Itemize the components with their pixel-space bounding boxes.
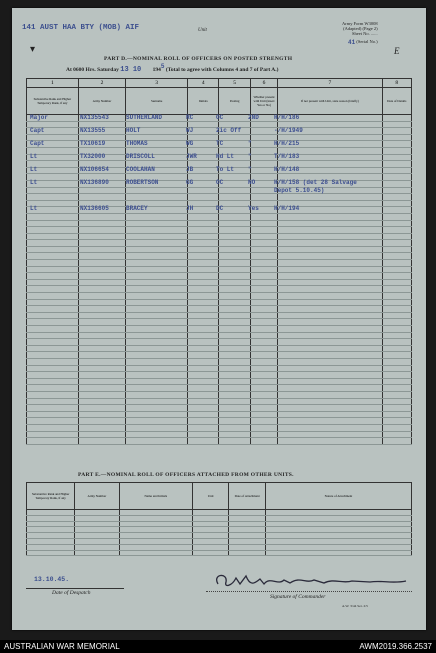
cell-value: NO (248, 179, 256, 186)
table-row (27, 260, 412, 267)
cell-value: 2ND (248, 114, 259, 121)
cell-value: H/H/215 (274, 140, 300, 147)
table-row (27, 312, 412, 319)
table-row (27, 266, 412, 273)
cell-value: " (248, 153, 252, 160)
col-header-army-number: Army Number (78, 88, 126, 115)
table-row (27, 398, 412, 405)
cell-value: NX106654 (80, 166, 109, 173)
table-row (27, 550, 412, 556)
ink-mark: ▾ (30, 44, 36, 55)
cell-value: WJ (186, 127, 194, 134)
cell-value: " (248, 140, 252, 147)
cell-value: To Lt (216, 166, 235, 173)
archive-footer (0, 640, 436, 653)
part-d-table: 1 2 3 4 5 6 7 8 Substantive Rank and Higher Temporary Rank, if any Army Number Surname Initials Posting Whether present with Unit (insert Yes or No) If not present with Unit, state reason (briefly) Date of Details (26, 78, 412, 445)
cell-value: JWR (186, 153, 197, 160)
printer-note: A.W. 3/44 Ser. 2/5 (342, 604, 368, 608)
unit-label: Unit (198, 28, 207, 33)
table-row (27, 358, 412, 365)
cell-value: GG (186, 179, 194, 186)
sheet-number: 41 (348, 39, 356, 46)
cell-value: H/H/194 (274, 205, 300, 212)
table-row (27, 378, 412, 385)
cell-value: JH (186, 205, 194, 212)
commander-signature (210, 570, 410, 592)
table-row (27, 339, 412, 346)
table-row (27, 306, 412, 313)
cell-value: BRACEY (126, 205, 148, 212)
cell-value: Lt (30, 153, 38, 160)
part-d-title: PART D.—NOMINAL ROLL OF OFFICERS ON POSTED STRENGTH (104, 56, 293, 62)
table-row (27, 253, 412, 260)
cell-value: H/H/186 (274, 114, 300, 121)
table-row (27, 299, 412, 306)
table-row (27, 365, 412, 372)
cell-value: NX136890 (80, 179, 109, 186)
cell-value: NX136605 (80, 205, 109, 212)
cell-value: 2ic Off (216, 127, 242, 134)
e-col-header-date: Date of Attachment (229, 483, 266, 510)
table-row (27, 431, 412, 438)
table-row (27, 345, 412, 352)
table-row (27, 293, 412, 300)
cell-value: Lt (30, 205, 38, 212)
cell-value: -/H/1949 (274, 127, 303, 134)
table-row (27, 438, 412, 445)
form-page (12, 8, 426, 630)
cell-value: NX135543 (80, 114, 109, 121)
despatch-date: 13.10.45. (34, 576, 70, 583)
cell-value: Hd Lt (216, 153, 235, 160)
e-col-header-unit: Unit (193, 483, 229, 510)
col-header-present: Whether present with Unit (insert Yes or No) (250, 88, 277, 115)
table-row (27, 233, 412, 240)
table-row (27, 187, 412, 194)
table-row (27, 418, 412, 425)
cell-value: T/H/183 (274, 153, 300, 160)
col-header-rank: Substantive Rank and Higher Temporary Rank, if any (27, 88, 79, 115)
cell-value: H/H/158 (det 28 Salvage (274, 179, 357, 186)
table-row (27, 246, 412, 253)
table-row (27, 220, 412, 227)
cell-value: RC (186, 114, 194, 121)
cell-value: OC (216, 179, 224, 186)
table-row (27, 319, 412, 326)
cell-value: TX10619 (80, 140, 106, 147)
part-e-title: PART E.—NOMINAL ROLL OF OFFICERS ATTACHED FROM OTHER UNITS. (78, 472, 294, 478)
col-header-date-details: Date of Details (382, 88, 411, 115)
table-row (27, 194, 412, 201)
table-row (27, 424, 412, 431)
cell-value: THOMAS (126, 140, 148, 147)
table-row (27, 332, 412, 339)
e-col-header-name: Name and Initials (119, 483, 193, 510)
signature-label: Signature of Commander (270, 594, 326, 600)
cell-value: HOLT (126, 127, 141, 134)
table-row (27, 372, 412, 379)
archive-name: AUSTRALIAN WAR MEMORIAL (4, 642, 120, 651)
cell-value: Depot 5.10.45) (274, 186, 325, 194)
cell-value: SUTHERLAND (126, 114, 163, 121)
table-row (27, 286, 412, 293)
table-row (27, 411, 412, 418)
e-col-header-rank: Substantive Rank and Higher Temporary Rank, if any (27, 483, 75, 510)
unit-name: 141 AUST HAA BTY (MOB) AIF (22, 24, 140, 32)
cell-value: Yes (248, 205, 259, 212)
cell-value: DRISCOLL (126, 153, 155, 160)
cell-value: NX13555 (80, 127, 106, 134)
despatch-label: Date of Despatch (52, 590, 91, 596)
cell-value: ROBERTSON (126, 179, 159, 186)
col-header-initials: Initials (188, 88, 219, 115)
cell-value: Capt (30, 140, 45, 147)
corner-letter: E (394, 46, 400, 56)
cell-value: COOLAHAN (126, 166, 155, 173)
table-row (27, 385, 412, 392)
cell-value: TX32000 (80, 153, 106, 160)
table-row (27, 279, 412, 286)
col-header-reason: If not present with Unit, state reason (briefly) (278, 88, 382, 115)
cell-value: OC (216, 114, 224, 121)
cell-value: Lt (30, 166, 38, 173)
signature-rule (206, 591, 412, 592)
part-d-date-line: At 0600 Hrs. Saturday 13 10 1945 (Total to agree with Columns 4 and 7 of Part A.) (66, 63, 279, 74)
cell-value: DC (216, 205, 224, 212)
e-col-header-army-number: Army Number (75, 483, 119, 510)
cell-value: " (248, 166, 252, 173)
table-row (27, 273, 412, 280)
cell-value: Capt (30, 127, 45, 134)
col-header-posting: Posting (219, 88, 250, 115)
cell-value: JB (186, 166, 194, 173)
table-row (27, 352, 412, 359)
col-header-surname: Surname (126, 88, 188, 115)
cell-value: H/H/148 (274, 166, 300, 173)
despatch-rule (26, 588, 124, 589)
part-e-table (26, 482, 412, 556)
table-row (27, 227, 412, 234)
table-row (27, 405, 412, 412)
form-identifier: Army Form W3008 (Adapted) (Page 2) Sheet No. ...... (Serial No.) (342, 21, 378, 44)
cell-value: Lt (30, 179, 38, 186)
e-col-header-nature: Nature of Attachment (265, 483, 411, 510)
archive-reference: AWM2019.366.2537 (359, 642, 432, 651)
table-row (27, 240, 412, 247)
cell-value: Major (30, 114, 49, 121)
cell-value: TC (216, 140, 224, 147)
table-row (27, 391, 412, 398)
table-row (27, 213, 412, 220)
cell-value: WG (186, 140, 194, 147)
table-row (27, 326, 412, 333)
